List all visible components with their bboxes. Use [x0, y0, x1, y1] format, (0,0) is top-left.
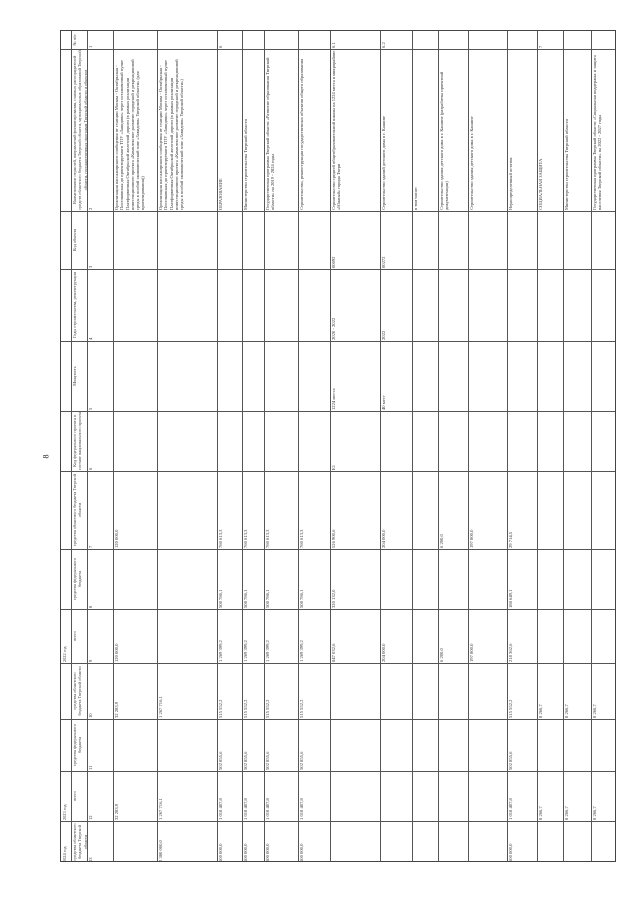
header-cell: Наименование отраслей, направлений финансирования, главных распорядителей средств областного бюджета Тверской области, муниципальных образований Тверской области, государственных программ Тверской области и объектов	[72, 50, 88, 210]
table-cell	[564, 412, 591, 470]
table-cell: 1 269 399,2	[243, 640, 249, 662]
table-cell: 526 900,6	[331, 529, 337, 548]
header-subcell: средства федерального бюджета	[72, 724, 83, 767]
table-cell: 204 000,0	[380, 529, 386, 548]
table-cell	[413, 342, 438, 410]
column-number: 13	[88, 857, 93, 862]
table-cell	[413, 610, 438, 662]
table-cell: СОЦИАЛЬНАЯ ЗАЩИТА	[538, 158, 544, 210]
table-cell	[538, 822, 563, 862]
table-cell	[538, 412, 563, 470]
table-cell: Государственная программа Тверской области «Развитие образования Тверской области» на 2019 - 2024 годы	[265, 57, 276, 210]
table-cell: 1 018 407,8	[265, 798, 271, 820]
header-group-2024: 2024 год	[62, 846, 67, 862]
table-cell: 197 800,0	[468, 529, 474, 548]
table-cell: 1 267 716,1	[157, 798, 163, 820]
table-cell	[114, 412, 157, 470]
table-cell: 502 855,6	[217, 751, 223, 770]
table-cell	[158, 720, 217, 770]
table-cell	[439, 32, 468, 48]
table-cell: Строительство зданий детского дома в г. Кашине	[380, 116, 386, 210]
table-cell	[218, 412, 243, 470]
table-cell	[592, 412, 617, 470]
table-cell	[114, 822, 157, 862]
table-cell	[265, 32, 298, 48]
table-cell	[331, 822, 380, 862]
column-number: 8	[88, 605, 93, 608]
table-cell: 500 000,0	[243, 843, 249, 862]
table-cell	[469, 32, 508, 48]
table-cell: 1224 места	[331, 388, 337, 410]
table-cell: Организация пассажирского сообщения от станции Москва - Октябрьская - Поселковская до проектируемого ТПУ «Завидово» через остановочный пункт Платформенная Октябрьской железной дороги (в рамках реализации инвестиционного проекта «Комплексное развитие городской и рекреационной среды в особой экономической зоне «Завидово» Тверской области» (для проектирования))	[114, 59, 146, 210]
table-cell	[439, 664, 468, 718]
table-cell	[508, 32, 537, 48]
table-cell	[243, 212, 264, 268]
column-number: 3	[88, 265, 93, 268]
header-cell: Мощность	[72, 366, 77, 386]
table-cell: 500 000,0	[508, 843, 514, 862]
column-number: 9	[88, 659, 93, 662]
table-cell	[413, 412, 438, 470]
table-cell	[564, 270, 591, 340]
table-cell	[413, 270, 438, 340]
table-cell: 8 266,7	[592, 704, 598, 718]
table-cell	[564, 472, 591, 548]
table-cell: 760 613,3	[299, 529, 305, 548]
table-cell	[564, 342, 591, 410]
table-cell	[564, 212, 591, 268]
table-cell	[508, 270, 537, 340]
table-cell: 1 018 407,8	[508, 798, 514, 820]
table-cell	[413, 772, 438, 820]
header-subcell: всего	[72, 631, 77, 641]
header-subcell: средства областного бюджета Тверской области	[72, 823, 88, 861]
table-cell	[413, 720, 438, 770]
table-cell	[538, 550, 563, 608]
table-cell	[413, 212, 438, 268]
budget-table	[60, 30, 616, 862]
table-cell	[299, 270, 330, 340]
table-cell	[331, 772, 380, 820]
table-cell	[243, 32, 264, 48]
table-cell	[592, 342, 617, 410]
table-cell: 508 786,1	[217, 589, 223, 608]
table-cell	[114, 32, 157, 48]
table-cell: 320 132,0	[331, 589, 337, 608]
table-cell: Строительство здания детского дома в г. Кашине	[468, 116, 474, 210]
table-cell: Министерство строительства Тверской области	[243, 119, 249, 210]
table-cell	[158, 32, 217, 48]
table-cell	[158, 212, 217, 268]
table-cell	[469, 412, 508, 470]
column-number: 2	[88, 207, 93, 210]
table-cell	[158, 270, 217, 340]
table-cell	[564, 32, 591, 48]
table-cell: 00272	[380, 256, 386, 268]
table-cell: 8 266,7	[592, 806, 598, 820]
header-cell: Годы строительства, реконструкции	[72, 272, 77, 338]
table-cell	[592, 472, 617, 548]
table-cell	[381, 550, 412, 608]
table-cell	[508, 342, 537, 410]
table-cell	[439, 720, 468, 770]
table-cell	[413, 32, 438, 48]
table-cell	[469, 550, 508, 608]
table-cell: 515 552,2	[508, 699, 514, 718]
table-cell: 1 269 399,2	[265, 640, 271, 662]
table-cell	[114, 720, 157, 770]
table-cell: 32 283,9	[114, 803, 119, 820]
table-cell: Нераспределенный остаток	[508, 157, 514, 210]
table-cell	[439, 550, 468, 608]
table-cell	[158, 472, 217, 548]
table-cell	[413, 472, 438, 548]
table-cell	[114, 212, 157, 268]
header-cell: Код федерального проекта в составе национального проекта	[72, 412, 83, 470]
table-cell	[439, 212, 468, 268]
table-cell: 500 000,0	[265, 843, 271, 862]
table-cell: Министерство строительства Тверской области	[564, 119, 570, 210]
table-cell: 204 000,0	[380, 643, 386, 662]
table-cell: 6 200,0	[438, 534, 444, 548]
table-cell: 2 380 000,0	[157, 840, 163, 862]
table-cell: 197 800,0	[468, 643, 474, 662]
table-cell	[592, 212, 617, 268]
table-cell: 1 018 407,8	[299, 798, 305, 820]
table-cell	[265, 412, 298, 470]
table-cell: 502 855,6	[265, 751, 271, 770]
table-cell: 502 855,6	[508, 751, 514, 770]
header-cell: Код объекта	[72, 228, 77, 252]
table-cell	[469, 270, 508, 340]
table-cell	[469, 720, 508, 770]
table-cell: 6.2	[380, 42, 386, 48]
table-cell	[564, 822, 591, 862]
table-cell	[114, 550, 157, 608]
table-cell: ОБРАЗОВАНИЕ	[217, 178, 223, 210]
table-cell: 8 266,7	[538, 806, 544, 820]
table-cell	[218, 342, 243, 410]
table-cell	[592, 822, 617, 862]
table-cell	[243, 270, 264, 340]
table-cell	[381, 412, 412, 470]
table-cell	[469, 212, 508, 268]
table-cell: 6.1	[331, 42, 337, 48]
table-cell: 2022	[380, 330, 386, 340]
table-cell: 760 613,3	[217, 529, 223, 548]
table-cell	[469, 822, 508, 862]
table-cell	[508, 412, 537, 470]
table-cell	[243, 342, 264, 410]
column-number: 12	[88, 815, 93, 820]
table-cell: Государственная программа Тверской области «Социальная поддержка и защита населения Тверской области» на 2022 - 2027 годы	[592, 55, 603, 210]
table-cell	[439, 772, 468, 820]
table-cell	[218, 212, 243, 268]
table-cell: 508 786,1	[265, 589, 271, 608]
table-cell	[508, 212, 537, 268]
table-cell: 847 032,6	[331, 643, 337, 662]
table-cell: 508 786,1	[243, 589, 249, 608]
table-cell: 120 000,0	[114, 529, 119, 548]
table-cell: 500 000,0	[299, 843, 305, 862]
table-cell	[299, 212, 330, 268]
table-cell	[538, 342, 563, 410]
column-number: 4	[88, 337, 93, 340]
table-cell	[439, 412, 468, 470]
table-cell	[538, 270, 563, 340]
table-cell: 218 362,6	[508, 643, 514, 662]
table-cell: 1 267 716,1	[157, 696, 163, 718]
table-cell	[299, 32, 330, 48]
column-number: 6	[88, 467, 93, 470]
table-cell	[114, 270, 157, 340]
table-cell: 1 269 399,2	[299, 640, 305, 662]
table-cell: 1 269 399,2	[217, 640, 223, 662]
table-cell	[299, 412, 330, 470]
table-cell	[564, 550, 591, 608]
table-cell: 515 552,2	[265, 699, 271, 718]
table-cell	[469, 772, 508, 820]
table-cell: 515 552,2	[299, 699, 305, 718]
column-number: 11	[88, 765, 93, 770]
table-cell	[592, 270, 617, 340]
table-cell: 29 714,5	[508, 531, 514, 548]
table-cell	[592, 550, 617, 608]
column-number: 5	[88, 407, 93, 410]
table-cell	[114, 342, 157, 410]
table-cell	[564, 610, 591, 662]
table-cell: 120 000,0	[114, 643, 119, 662]
table-cell	[158, 550, 217, 608]
table-cell: в том числе:	[412, 186, 418, 210]
table-cell	[413, 822, 438, 862]
table-cell: 6	[217, 45, 223, 48]
table-cell: 760 613,3	[243, 529, 249, 548]
header-subcell: средства областного бюджета Тверской области	[72, 666, 83, 716]
table-cell	[538, 610, 563, 662]
column-number: 10	[88, 713, 93, 718]
table-cell: 760 613,3	[265, 529, 271, 548]
table-cell	[564, 720, 591, 770]
table-cell	[243, 412, 264, 470]
table-cell: Строительство средней общеобразовательной школы на 1224 места в микрорайоне «Южный» города Твери	[331, 50, 342, 210]
table-cell	[592, 720, 617, 770]
table-cell	[265, 212, 298, 268]
column-number: 1	[88, 45, 93, 48]
table-cell: Строительство здания детского дома в г. Кашине (разработка проектной документации)	[438, 71, 449, 210]
table-cell	[265, 270, 298, 340]
table-cell: 7	[538, 45, 544, 48]
table-cell: 40 мест	[380, 395, 386, 410]
header-cell: № п/п	[72, 34, 77, 46]
table-cell: 515 552,2	[243, 699, 249, 718]
table-cell	[381, 822, 412, 862]
table-cell	[592, 32, 617, 48]
header-subcell: всего	[72, 791, 77, 801]
table-cell: 1 018 407,8	[243, 798, 249, 820]
column-number: 7	[88, 545, 93, 548]
table-cell	[158, 412, 217, 470]
table-cell	[381, 772, 412, 820]
table-cell: 8 266,7	[564, 806, 570, 820]
header-group-2023: 2023 год	[62, 804, 67, 820]
table-cell	[299, 342, 330, 410]
table-cell: 6 200,0	[438, 648, 444, 662]
table-cell: 508 786,1	[299, 589, 305, 608]
table-cell	[413, 664, 438, 718]
table-cell: 32 283,9	[114, 701, 119, 718]
table-cell	[592, 610, 617, 662]
table-cell	[413, 550, 438, 608]
table-cell	[158, 342, 217, 410]
table-cell: E1	[331, 464, 337, 470]
table-cell	[158, 610, 217, 662]
table-cell	[218, 270, 243, 340]
table-cell: 515 552,2	[217, 699, 223, 718]
table-cell	[538, 212, 563, 268]
table-cell: 502 855,6	[299, 751, 305, 770]
table-cell	[439, 822, 468, 862]
header-group-2022: 2022 год	[62, 646, 67, 662]
page-number: 8	[41, 454, 51, 459]
table-cell: 8 266,7	[564, 704, 570, 718]
table-cell	[538, 472, 563, 548]
table-cell	[439, 270, 468, 340]
table-cell: 00092	[331, 256, 337, 268]
header-subcell: средства областного бюджета Тверской области	[72, 474, 83, 547]
table-cell	[331, 720, 380, 770]
table-cell: Организация пассажирского сообщения от станции Москва - Октябрьская - Поселковская до проектируемого ТПУ «Завидово» через остановочный пункт Платформенная Октябрьской железной дороги (в рамках реализации инвестиционного проекта «Комплексное развитие городской и рекреационной среды в особой экономической зоне «Завидово» Тверской области»)	[157, 59, 184, 210]
table-cell	[265, 342, 298, 410]
table-cell: 502 855,6	[243, 751, 249, 770]
table-cell	[439, 342, 468, 410]
table-cell: 8 266,7	[538, 704, 544, 718]
table-cell	[331, 664, 380, 718]
table-cell	[469, 342, 508, 410]
table-cell: 2020 - 2022	[331, 317, 337, 340]
table-cell	[381, 720, 412, 770]
table-cell: 1 018 407,8	[217, 798, 223, 820]
table-cell	[469, 664, 508, 718]
header-subcell: средства федерального бюджета	[72, 558, 83, 601]
table-cell: 188 649,1	[508, 589, 514, 608]
table-cell	[538, 720, 563, 770]
table-cell: 500 000,0	[217, 843, 223, 862]
table-cell: Строительство, реконструкция государственных объектов общего образования	[299, 58, 305, 210]
table-cell	[381, 664, 412, 718]
